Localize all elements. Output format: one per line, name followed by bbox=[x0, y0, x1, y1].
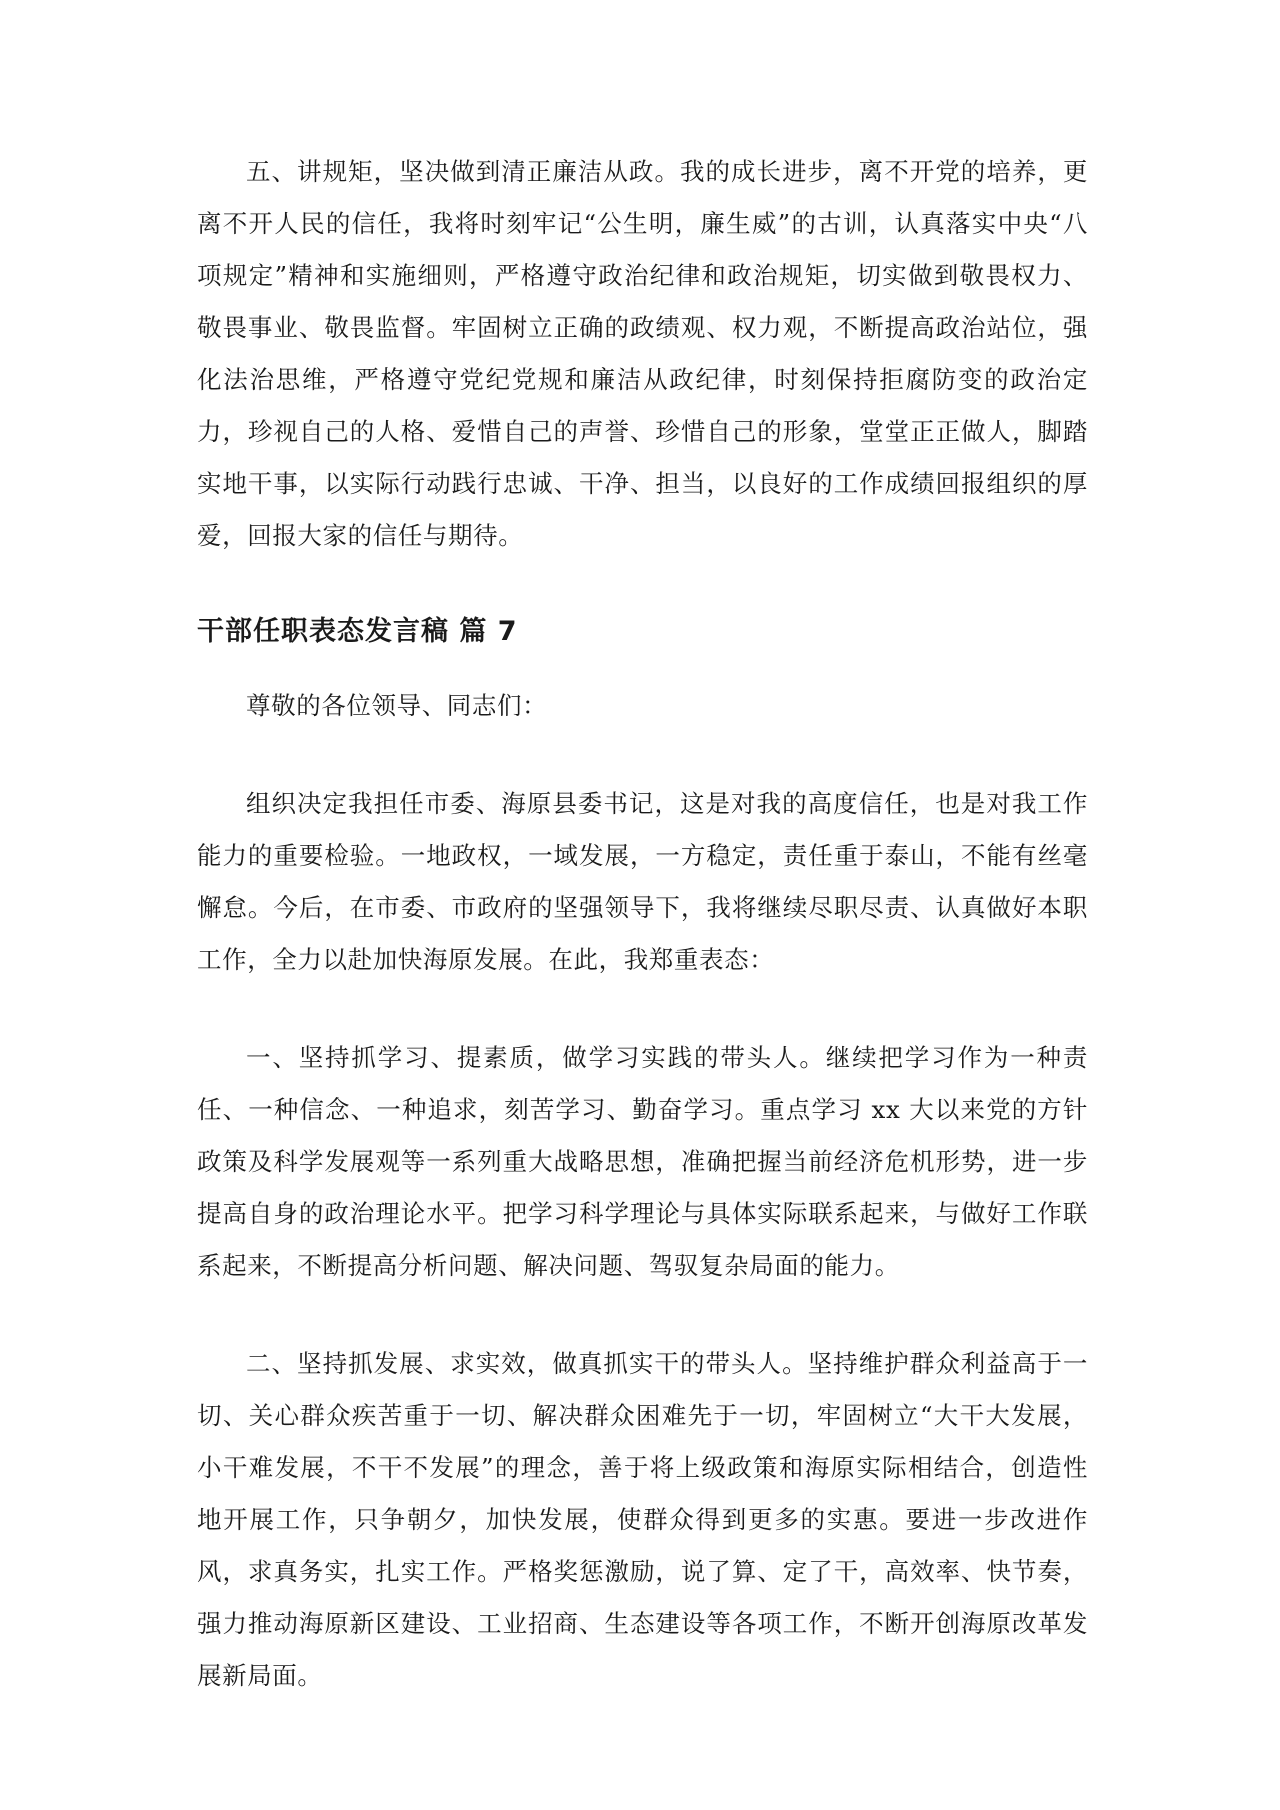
paragraph-point-one-study: 一、坚持抓学习、提素质，做学习实践的带头人。继续把学习作为一种责任、一种信念、一种追求，刻苦学习、勤奋学习。重点学习 xx 大以来党的方针政策及科学发展观等一系列重大战略思想，准确把握当前经济危机形势，进一步提高自身的政治理论水平。把学习科学理论与具体实际联系起来，与做好工作联系起来，不断提高分析问题、解决问题、驾驭复杂局面的能力。 bbox=[197, 1043, 1088, 1280]
paragraph-rules-integrity: 五、讲规矩，坚决做到清正廉洁从政。我的成长进步，离不开党的培养，更离不开人民的信任，我将时刻牢记“公生明，廉生威”的古训，认真落实中央“八项规定”精神和实施细则，严格遵守政治纪律和政治规矩，切实做到敬畏权力、敬畏事业、敬畏监督。牢固树立正确的政绩观、权力观，不断提高政治站位，强化法治思维，严格遵守党纪党规和廉洁从政纪律，时刻保持拒腐防变的政治定力，珍视自己的人格、爱惜自己的声誉、珍惜自己的形象，堂堂正正做人，脚踏实地干事，以实际行动践行忠诚、干净、担当，以良好的工作成绩回报组织的厚爱，回报大家的信任与期待。 bbox=[197, 157, 1088, 550]
paragraph-appointment: 组织决定我担任市委、海原县委书记，这是对我的高度信任，也是对我工作能力的重要检验。一地政权，一域发展，一方稳定，责任重于泰山，不能有丝毫懈怠。今后，在市委、市政府的坚强领导下，我将继续尽职尽责、认真做好本职工作，全力以赴加快海原发展。在此，我郑重表态： bbox=[197, 789, 1088, 974]
greeting-line: 尊敬的各位领导、同志们： bbox=[246, 691, 548, 720]
section-heading: 干部任职表态发言稿 篇 7 bbox=[197, 616, 518, 647]
paragraph-point-two-development: 二、坚持抓发展、求实效，做真抓实干的带头人。坚持维护群众利益高于一切、关心群众疾苦重于一切、解决群众困难先于一切，牢固树立“大干大发展，小干难发展，不干不发展”的理念，善于将上级政策和海原实际相结合，创造性地开展工作，只争朝夕，加快发展，使群众得到更多的实惠。要进一步改进作风，求真务实，扎实工作。严格奖惩激励，说了算、定了干，高效率、快节奏，强力推动海原新区建设、工业招商、生态建设等各项工作，不断开创海原改革发展新局面。 bbox=[197, 1349, 1088, 1690]
